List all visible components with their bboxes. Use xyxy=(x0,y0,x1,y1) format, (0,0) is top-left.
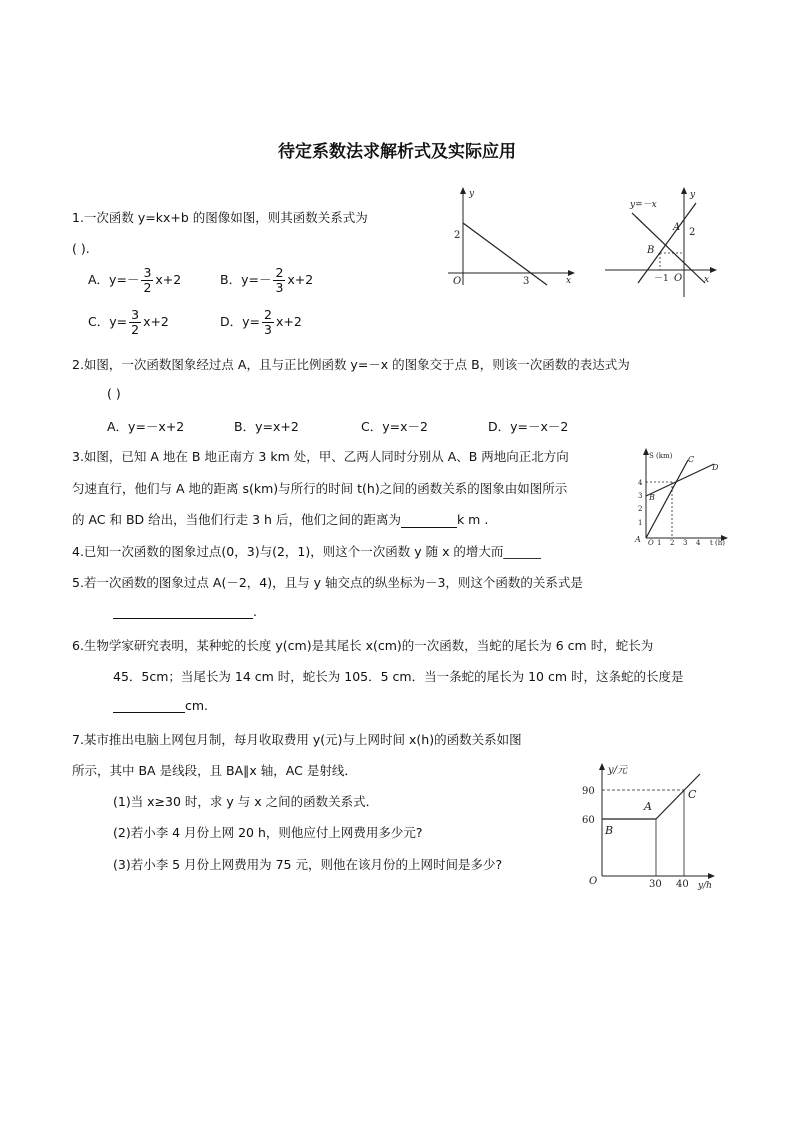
q2-linear-line xyxy=(638,203,696,283)
q3-ytick-3: 3 xyxy=(638,492,643,500)
q7-sub2: (2)若小李 4 月份上网 20 h，则他应付上网费用多少元? xyxy=(113,825,423,840)
q1-x-label: x xyxy=(566,276,572,286)
q2-proportional-line xyxy=(632,213,705,283)
q2-y-arrow xyxy=(681,187,687,194)
q6-line2: 45．5cm；当尾长为 14 cm 时，蛇长为 105．5 cm．当一条蛇的尾长为 10 cm 时，这条蛇的长度是 xyxy=(113,669,684,684)
q7-x40: 40 xyxy=(676,879,689,890)
q5-line2: . xyxy=(113,604,257,619)
q7-y90: 90 xyxy=(582,786,595,797)
q5-answer-blank[interactable] xyxy=(113,618,253,619)
q1-option-a[interactable]: A．y=－ $\frac{3}{2}$ x+2 xyxy=(88,265,182,295)
q2-point-b: B xyxy=(647,245,655,256)
q7-sub1: (1)当 x≥30 时，求 y 与 x 之间的函数关系式． xyxy=(113,794,379,809)
q2-option-c[interactable]: C．y=x－2 xyxy=(361,419,428,434)
q7-y-label: y/元 xyxy=(608,765,628,776)
q2-y-label: y xyxy=(690,190,696,200)
q1-option-c[interactable]: C．y= $\frac{3}{2}$ x+2 xyxy=(88,307,169,337)
q2-two: 2 xyxy=(689,227,696,238)
q5-line1: 5.若一次函数的图象过点 A(－2，4)，且与 y 轴交点的纵坐标为－3，则这个函数的关系式是 xyxy=(72,575,583,590)
q2-paren: ( ) xyxy=(107,386,121,401)
q7-y60: 60 xyxy=(582,815,595,826)
q1-y-arrow xyxy=(460,187,466,194)
q3-origin: O xyxy=(648,539,654,546)
q2-point-a: A xyxy=(673,222,681,233)
q2-x-arrow xyxy=(710,267,717,273)
q7-line2: 所示，其中 BA 是线段，且 BA∥x 轴，AC 是射线． xyxy=(72,763,357,778)
q3-x-label: t (h) xyxy=(710,539,726,546)
q7-graph xyxy=(578,760,718,892)
q3-y-label: S (km) xyxy=(649,452,673,460)
q3-xtick-2: 2 xyxy=(670,539,675,546)
q7-y-arrow xyxy=(599,763,605,770)
q3-line3: 的 AC 和 BD 给出，当他们行走 3 h 后，他们之间的距离为 k m . xyxy=(72,512,489,527)
q2-origin: O xyxy=(674,273,683,284)
q2-stem: 2.如图，一次函数图象经过点 A，且与正比例函数 y=－x 的图象交于点 B，则该一次函数的表达式为 xyxy=(72,357,630,372)
q2-x-label: x xyxy=(704,275,710,285)
q1-graph xyxy=(440,185,580,295)
q7-point-b: B xyxy=(605,824,614,837)
q7-sub3: (3)若小李 5 月份上网费用为 75 元，则他在该月份的上网时间是多少? xyxy=(113,857,503,872)
q3-line1: 3.如图，已知 A 地在 B 地正南方 3 km 处，甲、乙两人同时分别从 A、B 两地向正北方向 xyxy=(72,449,569,464)
q1-y-label: y xyxy=(469,189,475,199)
q7-line1: 7.某市推出电脑上网包月制，每月收取费用 y(元)与上网时间 x(h)的函数关系如图 xyxy=(72,732,522,747)
q2-line-label: y=－x xyxy=(630,200,657,210)
q1-option-b[interactable]: B．y=－ $\frac{2}{3}$ x+2 xyxy=(220,265,314,295)
q7-origin: O xyxy=(589,876,598,887)
q1-stem-line1: 1.一次函数 y=kx+b 的图像如图，则其函数关系式为 xyxy=(72,210,368,225)
q6-answer-blank[interactable] xyxy=(113,712,185,713)
q3-answer-blank[interactable] xyxy=(401,527,457,528)
q6-line1: 6.生物学家研究表明，某种蛇的长度 y(cm)是其尾长 x(cm)的一次函数，当蛇的尾长为 6 cm 时，蛇长为 xyxy=(72,638,654,653)
q2-neg-one: －1 xyxy=(654,274,669,284)
q3-point-b: B xyxy=(649,493,655,502)
q3-point-a: A xyxy=(635,535,641,544)
q1-option-d[interactable]: D．y= $\frac{2}{3}$ x+2 xyxy=(220,307,302,337)
q1-stem-line2: ( ). xyxy=(72,241,90,256)
q3-line2: 匀速直行，他们与 A 地的距离 s(km)与所行的时间 t(h)之间的函数关系的图象由如图所示 xyxy=(72,481,568,496)
q3-graph xyxy=(632,446,732,546)
q3-point-d: D xyxy=(712,463,719,472)
q7-point-a: A xyxy=(644,800,652,813)
q1-function-line xyxy=(463,223,547,285)
q7-x30: 30 xyxy=(649,879,662,890)
q3-ytick-1: 1 xyxy=(638,519,643,527)
q6-line3: cm. xyxy=(113,698,208,713)
q2-option-b[interactable]: B．y=x+2 xyxy=(234,419,299,434)
q3-ytick-2: 2 xyxy=(638,505,643,513)
q2-option-a[interactable]: A．y=－x+2 xyxy=(107,419,185,434)
q3-xtick-3: 3 xyxy=(683,539,688,546)
q2-option-d[interactable]: D．y=－x－2 xyxy=(488,419,569,434)
q3-xtick-4: 4 xyxy=(696,539,701,546)
q7-x-label: y/h xyxy=(698,881,712,891)
q1-origin: O xyxy=(453,276,462,287)
q7-point-c: C xyxy=(688,788,697,801)
page-title: 待定系数法求解析式及实际应用 xyxy=(278,142,516,162)
q1-y-intercept: 2 xyxy=(454,230,461,241)
q2-graph xyxy=(600,185,720,300)
q3-line-bd xyxy=(646,464,714,496)
q3-point-c: C xyxy=(688,455,695,464)
q4-text: 4.已知一次函数的图象过点(0，3)与(2，1)，则这个一次函数 y 随 x 的增大而______ xyxy=(72,544,541,559)
q3-ytick-4: 4 xyxy=(638,479,643,487)
q7-x-arrow xyxy=(708,873,715,879)
q1-x-intercept: 3 xyxy=(523,276,530,287)
q3-xtick-1: 1 xyxy=(657,539,662,546)
